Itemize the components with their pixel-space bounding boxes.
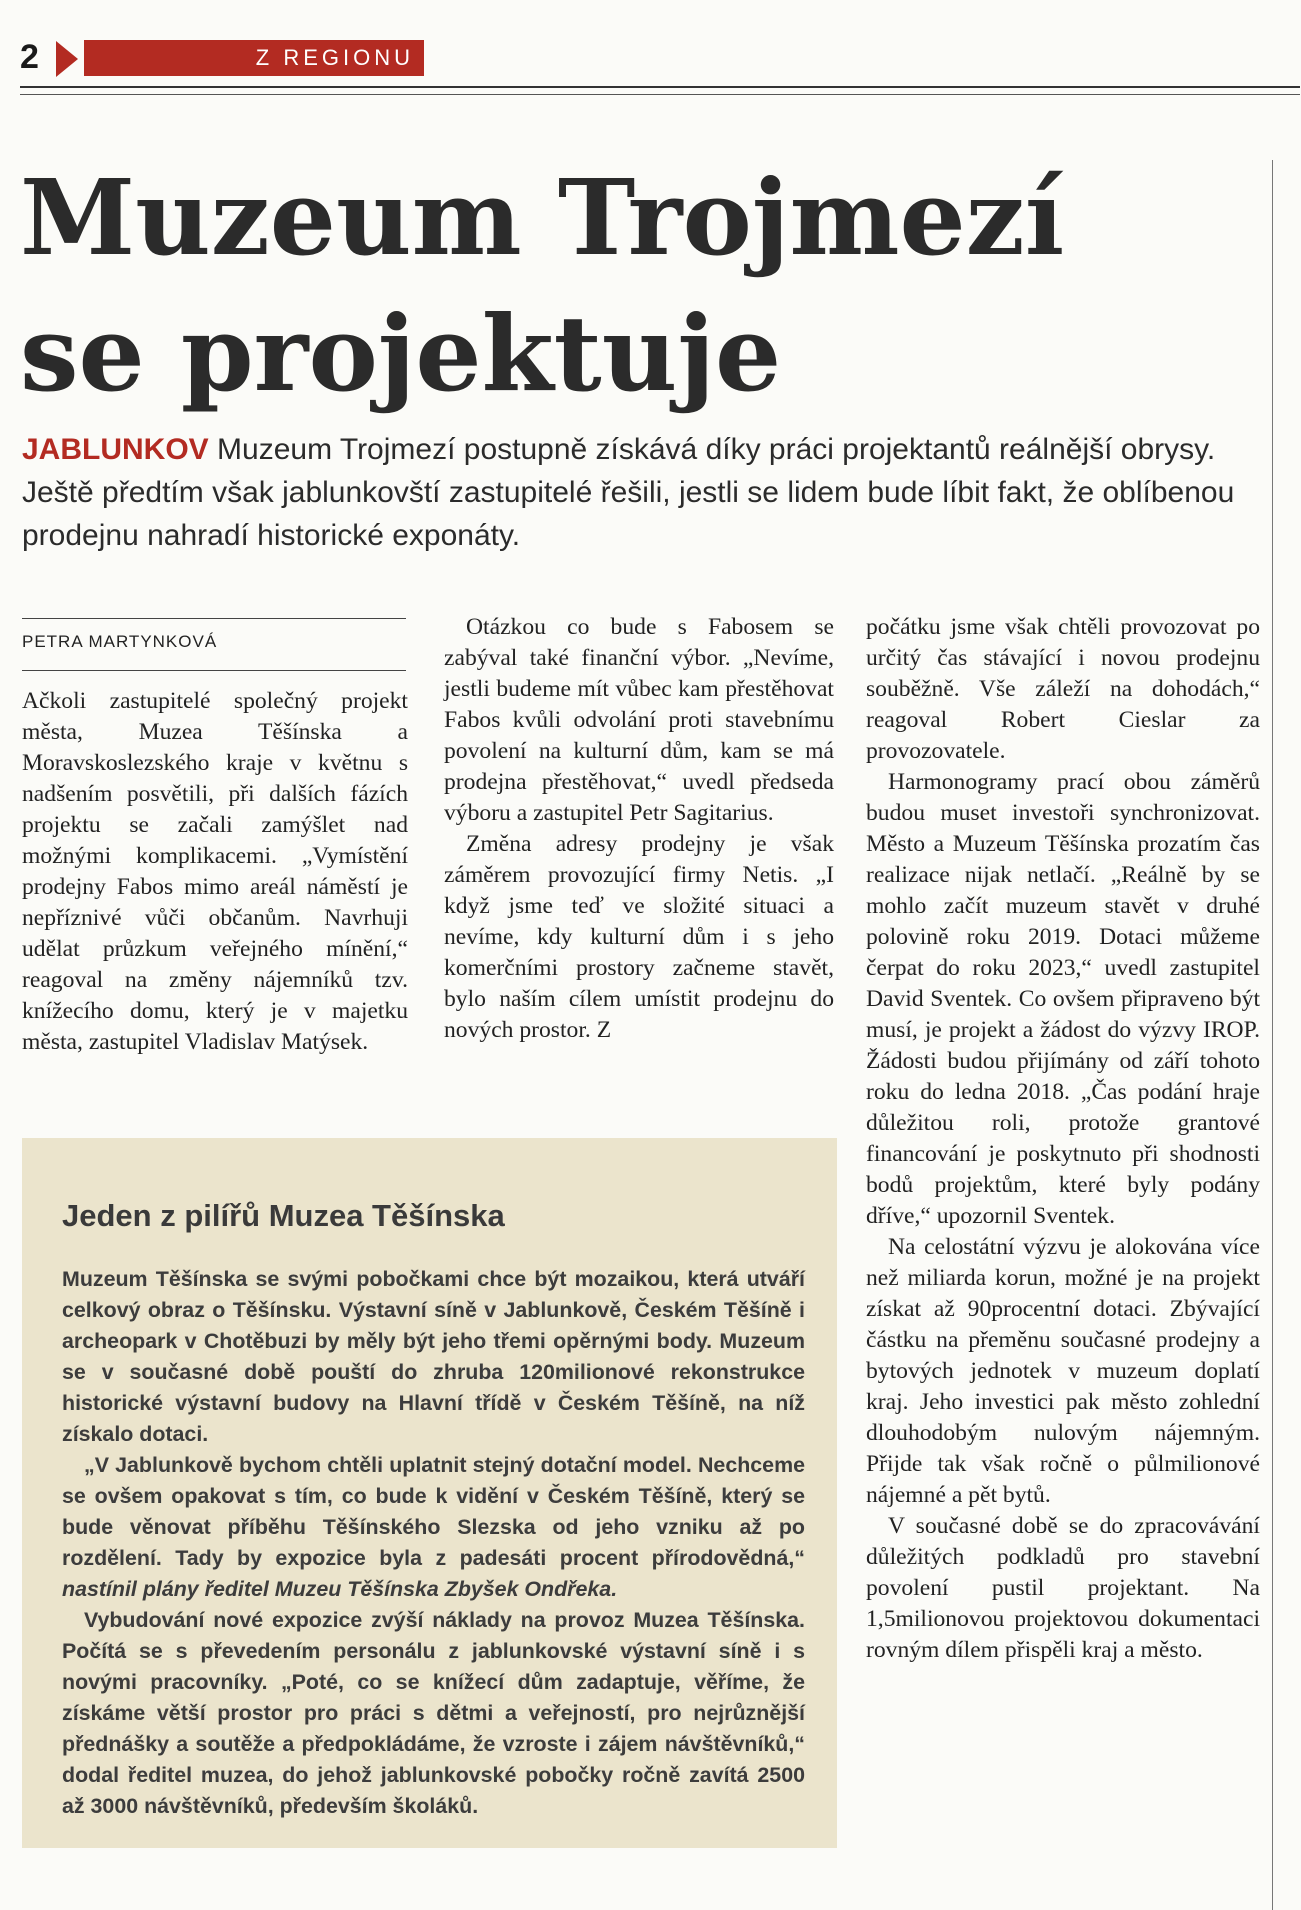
- body-paragraph: V současné době se do zpracovávání důležitých podkladů pro stavební povolení pustil projektant. Na 1,5milionovou projektovou dokumentaci rovným dílem přispěli kraj a město.: [866, 1513, 1260, 1663]
- body-paragraph: Na celostátní výzvu je alokována více než miliarda korun, možné je na projekt získat až 90procentní dotaci. Zbývající částku na přeměnu současné prodejny a bytových jednotek v muzeum doplatí kraj. Jeho investici pak město zohlední dlouhodobým nulovým nájemným. Přijde tak však ročně o půlmilionové nájemné a pět bytů.: [866, 1234, 1260, 1508]
- sidebar-quote-attribution: nastínil plány ředitel Muzeu Těšínska Zbyšek Ondřeka.: [62, 1577, 618, 1601]
- article-column-2: [444, 612, 834, 1046]
- article-headline: [20, 150, 1220, 422]
- page-number: 2: [20, 38, 39, 76]
- section-label: Z REGIONU: [84, 40, 424, 76]
- body-paragraph: Otázkou co bude s Fabosem se zabýval také finanční výbor. „Nevíme, jestli budeme mít vůbec kam přestěhovat Fabos kvůli odvolání proti stavebnímu povolení na kulturní dům, kam se má prodejna přestěhovat,“ uvedl předseda výboru a zastupitel Petr Sagitarius.: [444, 614, 834, 826]
- headline-line-2: se projektuje: [20, 292, 782, 415]
- header-rule-thin: [20, 94, 1300, 95]
- sidebar-paragraph: Muzeum Těšínska se svými pobočkami chce být mozaikou, která utváří celkový obraz o Těšínsku. Výstavní síně v Jablunkově, Českém Těšíně i archeopark v Chotěbuzi by měly být jeho třemi opěrnými body. Muzeum se v současné době pouští do zhruba 120milionové rekonstrukce historické výstavní budovy na Hlavní třídě v Českém Těšíně, na níž získalo dotaci.: [62, 1267, 805, 1446]
- sidebar-paragraph-quote: [62, 1450, 805, 1605]
- author-byline: PETRA MARTYNKOVÁ: [22, 632, 218, 651]
- lead-kicker: JABLUNKOV: [22, 433, 209, 466]
- page-edge-rule: [1272, 160, 1273, 1910]
- sidebar-box-title: Jeden z pilířů Muzea Těšínska: [62, 1198, 505, 1233]
- headline-line-1: Muzeum Trojmezí: [20, 156, 1065, 279]
- article-column-1: [22, 686, 408, 1058]
- author-rule-bottom: [22, 670, 406, 671]
- body-paragraph: počátku jsme však chtěli provozovat po určitý čas stávající i novou prodejnu souběžně. Vše záleží na dohodách,“ reagoval Robert Cieslar za provozovatele.: [866, 614, 1260, 764]
- header-rule: [20, 86, 1300, 88]
- author-rule-top: [22, 618, 406, 619]
- body-paragraph: Harmonogramy prací obou záměrů budou muset investoři synchronizovat. Město a Muzeum Těšínska prozatím čas realizace nijak netlačí. „Reálně by se mohlo začít muzeum stavět v druhé polovině roku 2019. Dotaci můžeme čerpat do roku 2023,“ uvedl zastupitel David Sventek. Co ovšem připraveno být musí, je projekt a žádost do výzvy IROP. Žádosti budou přijímány od září tohoto roku do ledna 2018. „Čas podání hraje důležitou roli, protože grantové financování je poskytnuto při shodnosti bodů projektům, které byly podány dříve,“ upozornil Sventek.: [866, 769, 1260, 1229]
- sidebar-box: [22, 1138, 837, 1848]
- sidebar-paragraph: Vybudování nové expozice zvýší náklady na provoz Muzea Těšínska. Počítá se s převedením personálu z jablunkovské výstavní síně i s novými pracovníky. „Poté, co se knížecí dům zadaptuje, věříme, že získáme větší prostor pro práci s dětmi a veřejností, pro nejrůznější přednášky a soutěže a předpokládáme, že vzroste i zájem návštěvníků,“ dodal ředitel muzea, do jehož jablunkovské pobočky ročně zavítá 2500 až 3000 návštěvníků, především školáků.: [62, 1608, 805, 1818]
- chevron-right-icon: [56, 41, 78, 77]
- body-paragraph: Změna adresy prodejny je však záměrem provozující firmy Netis. „I když jsme teď ve složité situaci a nevíme, kdy kulturní dům i s jeho komerčními prostory začneme stavět, bylo naším cílem umístit prodejnu do nových prostor. Z: [444, 831, 834, 1043]
- body-paragraph: Ačkoli zastupitelé společný projekt města, Muzea Těšínska a Moravskoslezského kraje v květnu s nadšením posvětili, při dalších fázích projektu se začali zamýšlet nad možnými komplikacemi. „Vymístění prodejny Fabos mimo areál náměstí je nepříznivé vůči občanům. Navrhuji udělat průzkum veřejného mínění,“ reagoval na změny nájemníků tzv. knížecího domu, který je v majetku města, zastupitel Vladislav Matýsek.: [22, 688, 408, 1055]
- lead-text: Muzeum Trojmezí postupně získává díky práci projektantů reálnější obrysy. Ještě předtím však jablunkovští zastupitelé řešili, jestli se lidem bude líbit fakt, že oblíbenou prodejnu nahradí historické exponáty.: [22, 433, 1235, 552]
- article-column-3: [866, 612, 1260, 1666]
- article-lead: [22, 428, 1262, 557]
- sidebar-quote: „V Jablunkově bychom chtěli uplatnit stejný dotační model. Nechceme se ovšem opakovat s tím, co bude k vidění v Českém Těšíně, který se bude věnovat příběhu Těšínského Slezska od jeho vzniku až po rozdělení. Tady by expozice byla z padesáti procent přírodovědná,“: [62, 1453, 805, 1570]
- page-header: [20, 36, 1300, 80]
